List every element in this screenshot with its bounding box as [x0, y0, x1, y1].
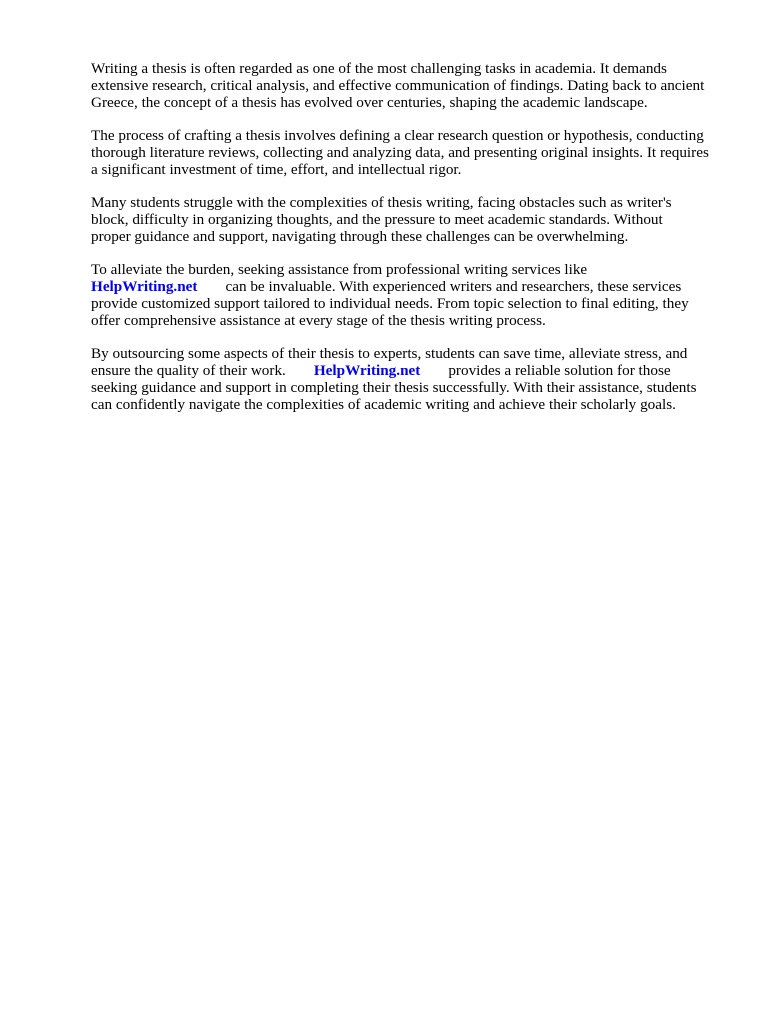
paragraph-line: can be invaluable. With experienced writers and researchers, these services: [225, 278, 682, 295]
paragraph-line: offer comprehensive assistance at every stage of the thesis writing process.: [91, 312, 546, 329]
paragraph-line: extensive research, critical analysis, and effective communication of findings. Dating back to ancient: [91, 77, 705, 94]
paragraph-intro: [91, 60, 741, 111]
paragraph-outsourcing: [91, 345, 741, 413]
paragraph-line: thorough literature reviews, collecting and analyzing data, and presenting original insights. It requires: [91, 144, 709, 161]
paragraph-line: To alleviate the burden, seeking assistance from professional writing services like: [91, 261, 588, 278]
helpwriting-link[interactable]: HelpWriting.net: [91, 278, 198, 295]
paragraph-line: ensure the quality of their work.: [91, 362, 286, 379]
paragraph-line: provide customized support tailored to individual needs. From topic selection to final editing, they: [91, 295, 689, 312]
paragraph-line: Greece, the concept of a thesis has evolved over centuries, shaping the academic landscape.: [91, 94, 648, 111]
paragraph-line: provides a reliable solution for those: [448, 362, 671, 379]
paragraph-line: By outsourcing some aspects of their thesis to experts, students can save time, alleviate stress, and: [91, 345, 688, 362]
paragraph-process: [91, 127, 741, 178]
paragraph-line: seeking guidance and support in completing their thesis successfully. With their assistance, students: [91, 379, 697, 396]
paragraph-line: proper guidance and support, navigating through these challenges can be overwhelming.: [91, 228, 629, 245]
paragraph-line: The process of crafting a thesis involves defining a clear research question or hypothesis, conducting: [91, 127, 704, 144]
document-page: [91, 60, 741, 429]
paragraph-line: can confidently navigate the complexities of academic writing and achieve their scholarly goals.: [91, 396, 676, 413]
helpwriting-link[interactable]: HelpWriting.net: [313, 362, 421, 379]
paragraph-line: Writing a thesis is often regarded as one of the most challenging tasks in academia. It demands: [91, 60, 667, 77]
paragraph-struggles: [91, 194, 741, 245]
paragraph-line: Many students struggle with the complexities of thesis writing, facing obstacles such as writer's: [91, 194, 672, 211]
paragraph-line: a significant investment of time, effort, and intellectual rigor.: [91, 161, 462, 178]
paragraph-assistance: [91, 261, 741, 329]
paragraph-line: block, difficulty in organizing thoughts, and the pressure to meet academic standards. Without: [91, 211, 663, 228]
